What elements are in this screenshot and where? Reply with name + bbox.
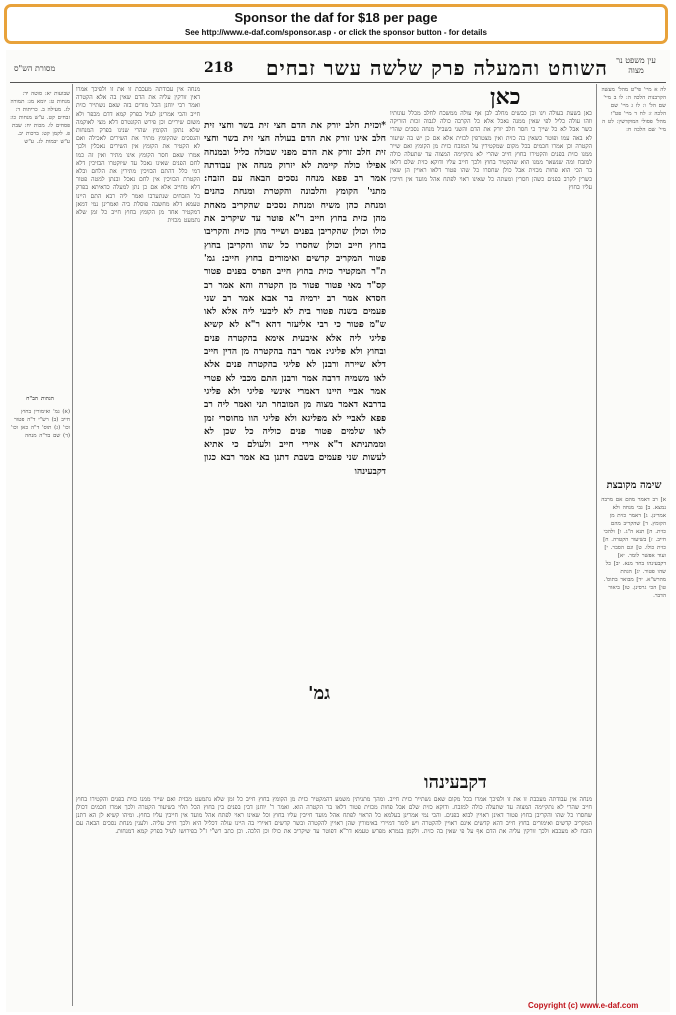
hagahot-title: הגהות הב"ח	[26, 396, 54, 402]
opening-word: כאן	[490, 84, 521, 110]
sponsor-title[interactable]: Sponsor the daf for $18 per page	[234, 10, 438, 25]
header-divider	[10, 82, 666, 83]
gemara-text: *וכזית חלב יורק את הדם חצי זית בשר וחצי זית חלב אינו זורק את הדם בעולה חצי זית בשר וחצי זית חלב זורק את הדם מפני שבולה כליל ובמנחה אפילו כולה קיימת לא יזרוק מנחה אין עבודתה אמר רב פפא מנחה נסכים הבאה עם הזבח: מתני' הקומץ והלבונה והקטרת ומנחת כהנים ומנחת כהן משיח ומנחת נסכים שהקריב מאחת מהן כזית בחוץ חייב ר"א פוטר עד שיקריב את כולו וכולן שהקריבן בפנים ושייר מהן כזית והקריבו בחוץ חייב וכולן שחסרו כל שהו והקריבן בחוץ פטור המקריב קדשים ואימורים בחוץ חייב: גמ' ת"ר המקטיר כזית בחוץ חייב הפרס בפנים פטור קס"ד מאי פטור פטור מן הקטרה והא אמר רב חסדא אמר רב ירמיה בר אבא אמר רב שני פעמים בשנה פטור בית לא ליבעי ליה אלא לאו ש"מ פטור כי רבי אליעזר דהא ר"א לא קשיא פליגי ליה אלא איבעית אימא בהקטרה פנים ובחוץ ולא פליגי: אמר רבה בהקטרה מן הדין חייב דלא שיירה ורבנן לא פליגי בהקטרה פנים אלא לאו משמיה דרבה אמר ורבנן התם מכבי לא פטרי אמר אביי היינו דאמרי אינשי פליגי ולא פליגי בדרבא דאמר מצוה מן המובחר תני ואמר ליה רב פפא לאביי לא מפליגא ולא פליגי הוו מחוסרי זמן לאו שלמים פטור פנים כוליה כל שכן לא וממתניתא ד"א איירי חייב ולעולם כי אתיא לעשות שני פעמים בשבת דתנן בא אמר רבא כגון דקבעינהו	[204, 121, 386, 477]
ein-mishpat-header: עין משפט נר מצוה	[616, 56, 656, 75]
sponsor-banner[interactable]	[4, 4, 668, 44]
talmud-page	[6, 50, 670, 1012]
left-margin-divider	[72, 84, 73, 1006]
sponsor-subtitle[interactable]: See http://www.e-daf.com/sponsor.asp - or click the sponsor button - for details	[185, 28, 487, 37]
masoret-hashas-margin: שבועות יא: סוטה יד: מנחות ט: יומא מג: תמורה לג. מעילה ב. כריתות ד: זבחים קט. ע"ש מנחות כו: פסחים לו. מכות יח: שבת פ. לקמן קט: ברכות יב. ע"ש יבמות לג. ע"ש	[10, 91, 70, 145]
dikabinhu-word: דקבעינהו	[424, 772, 487, 793]
shita-mekubetzet-title: שימה מקובצת	[606, 480, 662, 491]
tosafot-commentary: מנחה אין עבודתה מעכבת זו את זו ולפיכך אמרו דאין זורקין עליה את הדם שאין בה אלא הקטרה ואמר רבי יוחנן הכל מודים בזה שאם נשתייר כזית חייב והכי אמרינן לעיל בפרק קמא דדם מכפר ולא משום שיריים וכן פירש הקונטרס דלא מצי לאוקמה שלא נתקן הקומץ שהרי שנינו בפרק המנחות והנסכים שהקומץ מתיר את השירים לאכילה ואם לא הקטיר את הקומץ אין השירים נאכלין ולכך אמרו שאם חסר הקומץ אינו מתיר ואין זה כמו לחם הפנים שאינו נאכל עד שיוקטרו הבזיכין דלא דמי כלל דהתם הבזיכין מתירין את הלחם ובלא הקטרת הבזיכין אין לחם נאכל ובנתן למטה פטור דלא מחייב אלא אם כן נתן למעלה כדאיתא בפרק כל הזבחים שנתערבו ואמר ליה רבא התם היינו טעמא דלא מחשבה פוסלת ביה ואמרינן נמי דמאן דמקטיר אחד מן הקומץ בחוץ חייב כל זמן שלא נתמעט מכזית	[76, 86, 200, 225]
copyright-link[interactable]: Copyright (c) www.e-daf.com	[528, 1001, 639, 1010]
right-margin-divider	[596, 84, 597, 1006]
masoret-header: מסורת הש"ס	[14, 64, 56, 73]
gemara-word: גמ'	[308, 683, 331, 704]
ein-mishpat-margin: לה א מיי' פי"ט מהל' מעשה הקרבנות הלכה ה: לו ב מיי' שם הל' ו: לז ג מיי' שם הלכה ז: לח ד מיי' פט"ו מהל' פסולי המוקדשין: לט ה מיי' שם הלכה ח:	[601, 87, 666, 133]
page-title: השוחט והמעלה פרק שלשה עשר זבחים	[266, 56, 608, 80]
page-number: 218	[204, 60, 234, 76]
rashi-commentary: כאן בשעת בעולה ויגו וכן כבשים מחלב לבן אף עולה ממשכח לחלב מכלל עונותיו וזהו עולה כליל לפי שאין ממנה נאכל אלא כל הקרבה כולה לגבוה זכות הזריקה כשר אבל לא כל שייך כי חסר חלב יורק את הדם והשני בשביל מנחה נסכים שהרי לא באה עמו ופוטר כשאין בה כזית ואין מצטרפין לכזית אלא אם כן יש בה שיעור הקטרה וכן אמרו חכמים בכל מקום שמקטירין על המזבח כזית מן הקומץ ואם שייר ממנו כזית בפנים והקטירו בחוץ חייב שהרי לא נתקיימה המצוה עד שתעלה כולה למזבח ומה שנשאר ממנו הוא שהקטיר בחוץ ולכך חייב עליו ודוקא כזית שלם דלאו בר הכי הוא פחות מכזית אבל כולן שחסרו כל שהו פטור דלאו ראויין הן שאין כשרין לקרב בפנים כשהן חסרין ומעתה כל שאינו ראוי לפתח אהל מועד אין חייבין עליו בחוץ	[390, 110, 592, 191]
shita-mekubetzet-margin: א] רב דאמר מהם אם מרבה נמצא. ב] גבי מנחה ולא אמרינן. ג] דאמר כזית מן הקומץ. ד] שהקריב מהם כזית. ה] תנא ה"ג. ו] ולהכי חייב. ז] בשיעור הקטרה. ח] כזית כולו. ט] וגם הסבר. י] ועוד אפשר לומר. יא] דקבעינהו בחד מנא. יב] כל שהו פטור. יג] הגהת מהרש"א. יד] מבואר בתוס'. טו] הכי גרסינן. טז] ביאור הדבר.	[601, 497, 666, 599]
bottom-commentary: מנחה אין עבודתה מעכבת זו את זו ולפיכך אמרו בכל מקום שאם נשתייר כזית חייב. ומהך מתניתין משמע דהמקטיר כזית מן הקומץ בחוץ חייב כל זמן שלא נתמעט מכזית ואם שייר ממנו כזית בפנים והקטירו בחוץ חייב שהרי לא נתקיימה המצוה עד שתעלה כולה למזבח. ודוקא כזית שלם אבל פחות מכזית פטור דלאו בר הקטרה הוא. ואמר ר' יוחנן דבין בפנים בין בחוץ הכל תלוי בשיעור הקטרה ולכך אמרו חכמים דכולן שחסרו כל שהו והקריבן בחוץ פטור דאינן ראויין לבוא בפנים. והכי נמי אמרינן בעלמא כל הראוי לפתח אהל מועד חייבין עליו בחוץ וכל שאינו ראוי לפתח אהל מועד אין חייבין עליו בחוץ. ומיהו קשיא לן הא דתנן המקריב קדשים ואימורים בחוץ חייב דהא קדשים אינם ראויין להקטרה ויש לומר דמיירי באימורין שהן ראויין להקטרה ובשר קדשים דאיירי בה היינו עולה דכליל היא ולכך חייב עליה. ולענין מנחת נסכים הבאה עם הזבח לא מעכבא ולכך זורקין עליה את הדם אף על פי שאין בה כזית. ולקמן בגמרא מפרש טעמא דר"א דפוטר עד שיקריב את כולו וכן הלכה. וכן כתב רש"י ז"ל בפירושו לעיל בפרק קמא דמנחות.	[76, 796, 592, 836]
hagahot-margin: (א) גמ' ואימורין בחוץ חייב (ב) רש"י ד"ה פטור וכו' (ג) תוס' ד"ה כאן וכו' (ד) שם בד"ה מנחה	[10, 409, 70, 439]
